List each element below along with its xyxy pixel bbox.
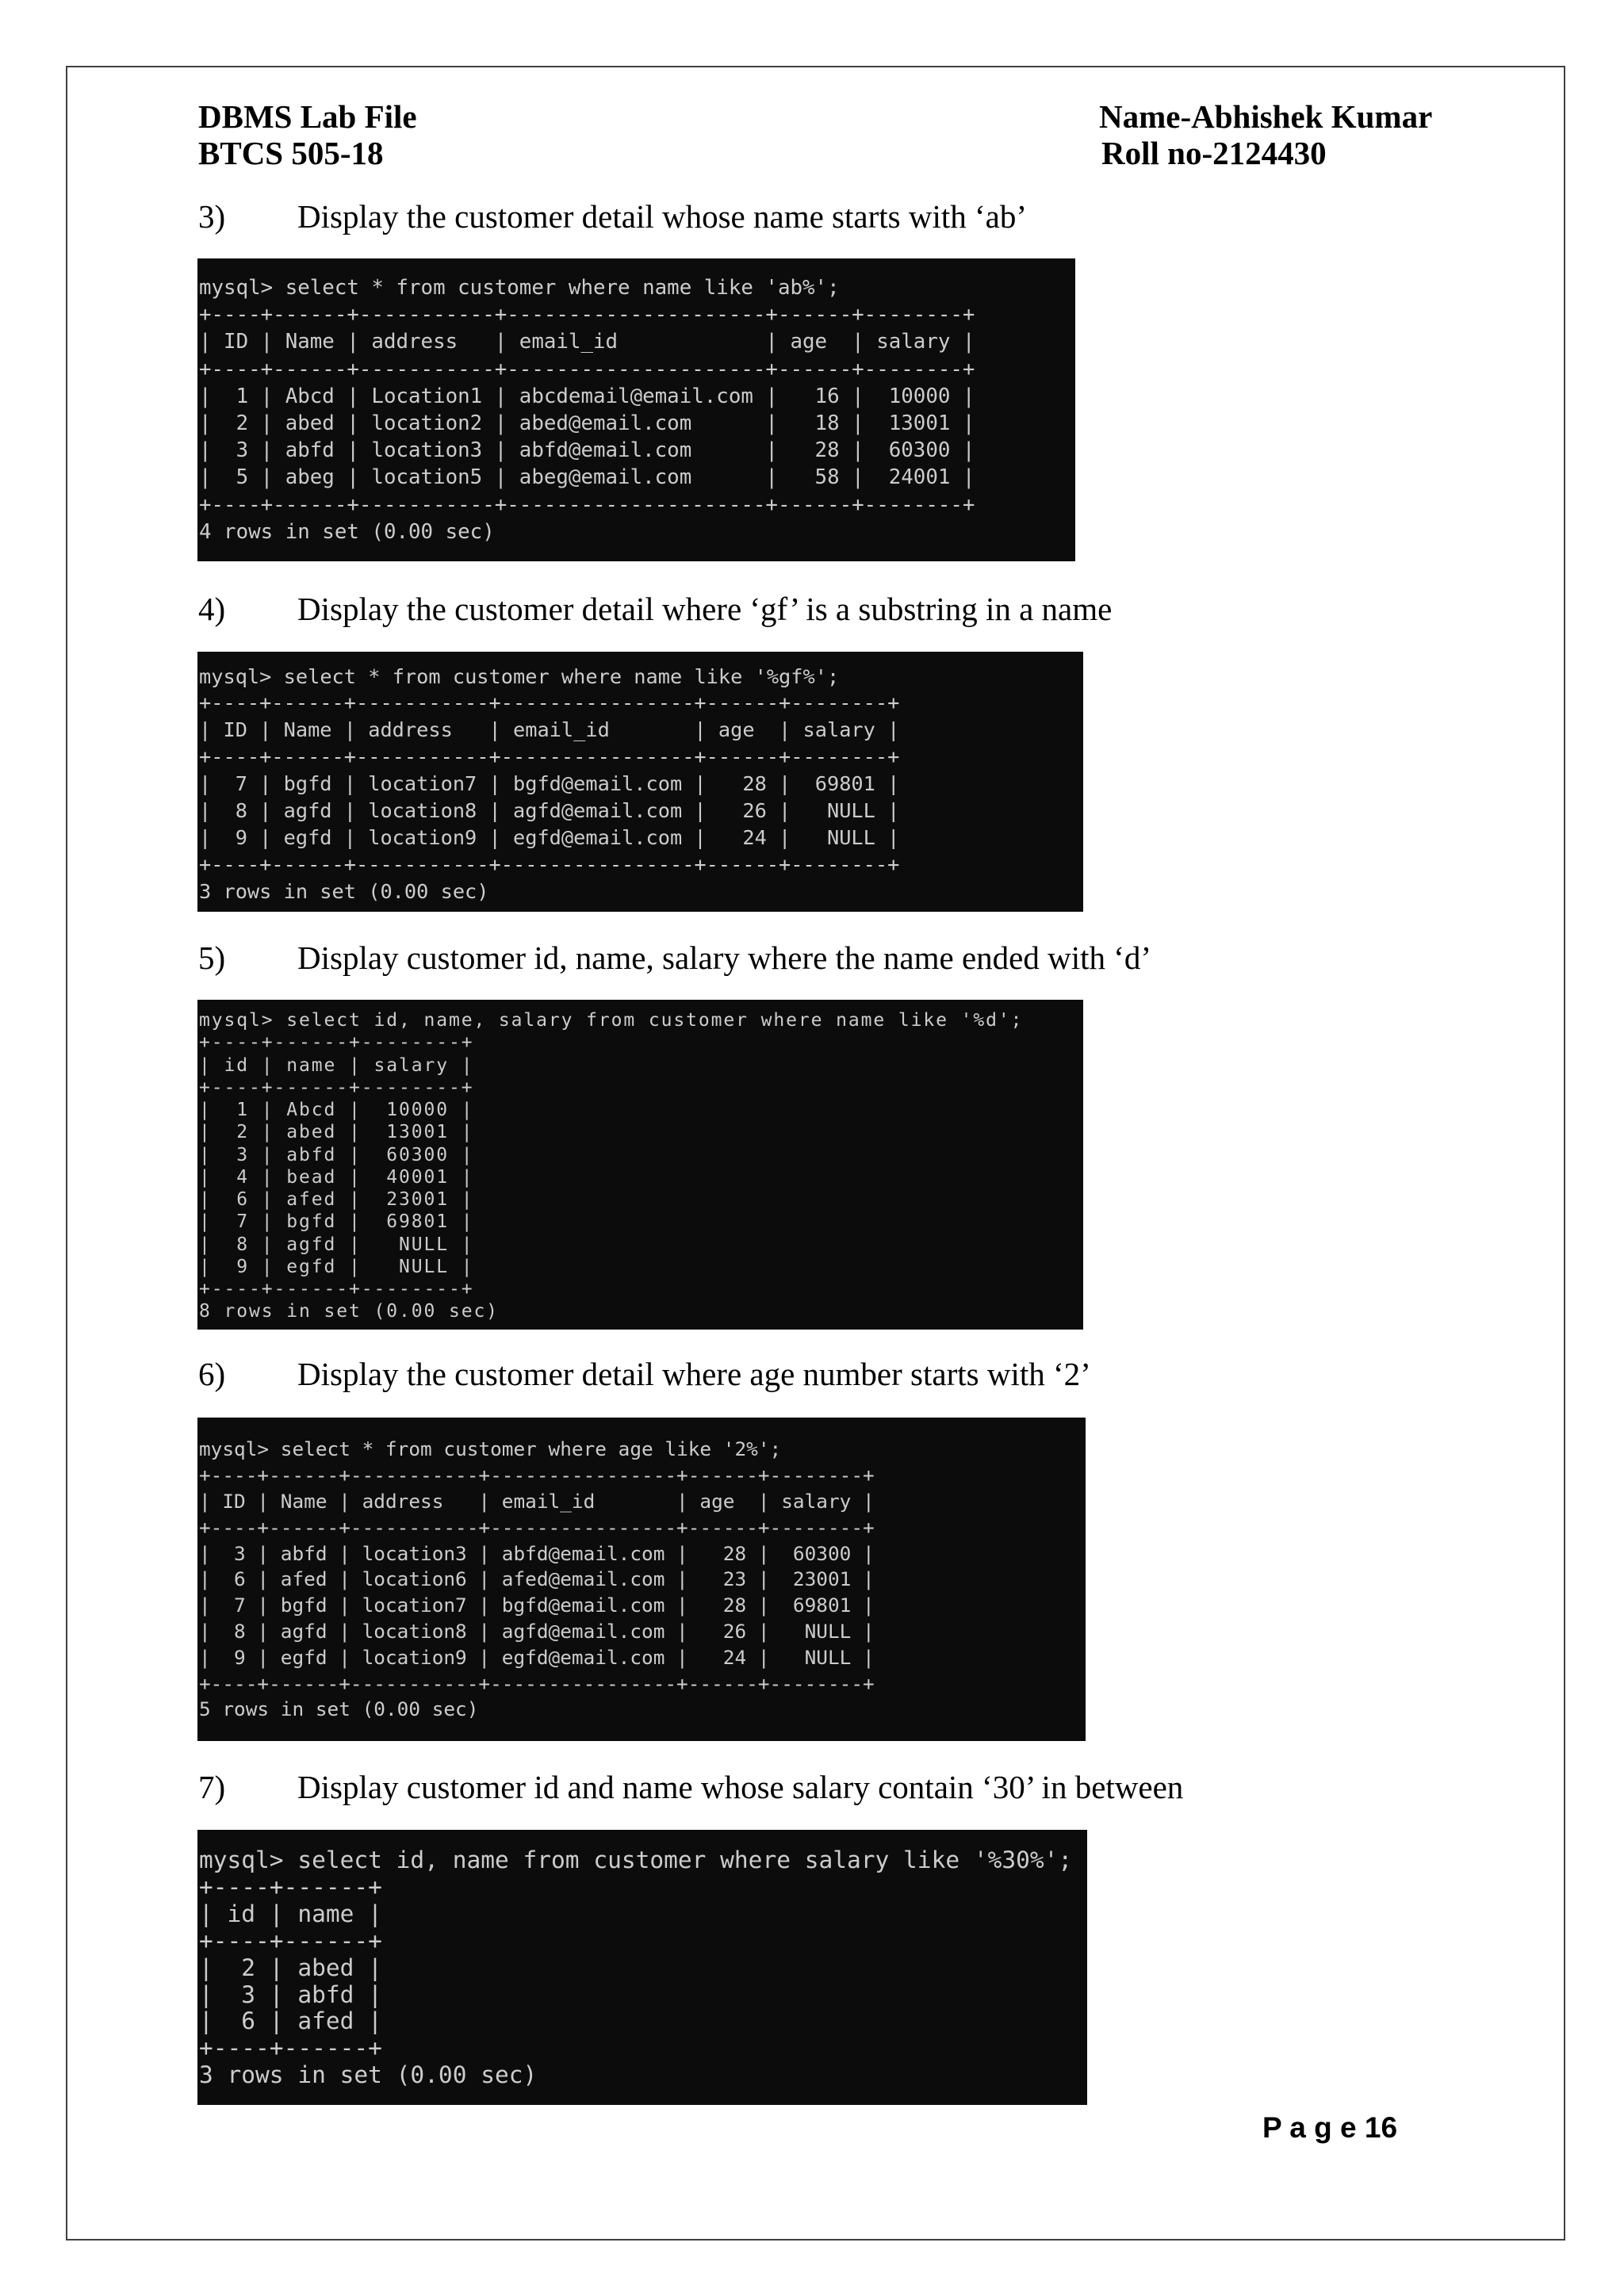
command-line: [199, 1437, 1086, 1463]
table-row: | 2 | abed | location2 | abed@email.com | 18 | 13001 |: [199, 411, 975, 436]
table-row: | 7 | bgfd | 69801 |: [199, 1211, 474, 1233]
command-line: [199, 664, 1083, 691]
table-border: +----+------+: [199, 1873, 382, 1900]
terminal-screenshot: [197, 1418, 1086, 1741]
lab-title: DBMS Lab File: [198, 98, 417, 135]
exercise-number: 6): [198, 1356, 226, 1392]
terminal-screenshot: [197, 1000, 1083, 1330]
table-row: | 6 | afed |: [199, 2007, 382, 2035]
table-border: +----+------+-----------+----------------+------+--------+: [199, 745, 900, 769]
exercise-description: Display customer id, name, salary where the name ended with ‘d’: [297, 939, 1152, 976]
result-table: [199, 1463, 1086, 1697]
mysql-prompt: mysql>: [199, 1846, 284, 1873]
result-status: 3 rows in set (0.00 sec): [199, 879, 489, 903]
table-border: +----+------+-----------+----------------+------+--------+: [199, 1671, 875, 1695]
result-status: 3 rows in set (0.00 sec): [199, 2061, 538, 2089]
table-header-row: | id | name | salary |: [199, 1054, 474, 1076]
table-border: +----+------+--------+: [199, 1279, 474, 1299]
command-line: [199, 1847, 1087, 1874]
sql-query: select id, name from customer where salary like '%30%';: [297, 1846, 1073, 1873]
page-label: P a g e: [1262, 2111, 1357, 2144]
table-row: | 3 | abfd |: [199, 1980, 382, 2008]
table-header-row: | ID | Name | address | email_id | age | salary |: [199, 1489, 875, 1513]
table-border: +----+------+--------+: [199, 1077, 474, 1098]
table-row: | 3 | abfd | 60300 |: [199, 1144, 474, 1165]
table-row: | 2 | abed |: [199, 1954, 382, 1981]
table-row: | 3 | abfd | location3 | abfd@email.com | 28 | 60300 |: [199, 438, 975, 463]
table-row: | 5 | abeg | location5 | abeg@email.com | 58 | 24001 |: [199, 465, 975, 490]
result-status: 5 rows in set (0.00 sec): [199, 1697, 479, 1721]
table-header-row: | ID | Name | address | email_id | age | salary |: [199, 330, 975, 354]
table-border: +----+------+-----------+---------------------+------+--------+: [199, 492, 975, 517]
command-line: [199, 274, 1075, 301]
table-row: | 6 | afed | location6 | afed@email.com | 23 | 23001 |: [199, 1567, 875, 1591]
exercise-description: Display the customer detail where ‘gf’ is a substring in a name: [297, 591, 1113, 627]
mysql-prompt: mysql>: [199, 664, 272, 688]
table-row: | 9 | egfd | location9 | egfd@email.com | 24 | NULL |: [199, 1645, 875, 1669]
exercise-description: Display customer id and name whose salary contain ‘30’ in between: [297, 1769, 1184, 1805]
table-row: | 6 | afed | 23001 |: [199, 1189, 474, 1210]
result-table: [199, 1874, 1087, 2062]
exercise-description: Display the customer detail whose name starts with ‘ab’: [297, 198, 1027, 235]
table-border: +----+------+: [199, 2034, 382, 2062]
sql-query: select * from customer where name like 'ab%';: [285, 276, 840, 300]
table-header-row: | ID | Name | address | email_id | age | salary |: [199, 718, 900, 742]
page-number-footer: [1262, 2110, 1397, 2145]
table-border: +----+------+-----------+---------------------+------+--------+: [199, 303, 975, 327]
table-border: +----+------+-----------+----------------+------+--------+: [199, 1515, 875, 1539]
table-border: +----+------+--------+: [199, 1032, 474, 1054]
result-table: [199, 301, 1075, 519]
page-number: 16: [1364, 2111, 1398, 2144]
result-table: [199, 1031, 1083, 1300]
table-row: | 8 | agfd | location8 | agfd@email.com | 26 | NULL |: [199, 799, 900, 823]
table-row: | 7 | bgfd | location7 | bgfd@email.com | 28 | 69801 |: [199, 1594, 875, 1617]
table-row: | 2 | abed | 13001 |: [199, 1122, 474, 1143]
sql-query: select id, name, salary from customer where name like '%d';: [286, 1010, 1024, 1031]
exercise-number: 3): [198, 198, 226, 235]
table-row: | 3 | abfd | location3 | abfd@email.com | 28 | 60300 |: [199, 1541, 875, 1565]
result-status: 4 rows in set (0.00 sec): [199, 519, 495, 544]
table-header-row: | id | name |: [199, 1900, 382, 1927]
exercise-description: Display the customer detail where age number starts with ‘2’: [297, 1356, 1091, 1392]
table-row: | 8 | agfd | location8 | agfd@email.com | 26 | NULL |: [199, 1619, 875, 1643]
terminal-screenshot: [197, 652, 1083, 912]
exercise-number: 7): [198, 1769, 226, 1805]
terminal-screenshot: [197, 1830, 1087, 2105]
table-row: | 8 | agfd | NULL |: [199, 1234, 474, 1255]
course-code: BTCS 505-18: [198, 135, 384, 171]
roll-number: Roll no-2124430: [1101, 135, 1327, 171]
exercise-number: 4): [198, 591, 226, 627]
mysql-prompt: mysql>: [199, 1437, 270, 1461]
result-status: 8 rows in set (0.00 sec): [199, 1301, 499, 1322]
terminal-screenshot: [197, 258, 1075, 561]
table-border: +----+------+-----------+----------------+------+--------+: [199, 1464, 875, 1487]
sql-query: select * from customer where name like '%gf%';: [283, 664, 840, 688]
exercise-number: 5): [198, 939, 226, 976]
student-name: Name-Abhishek Kumar: [1099, 98, 1433, 135]
table-row: | 4 | bead | 40001 |: [199, 1166, 474, 1188]
table-border: +----+------+-----------+----------------+------+--------+: [199, 691, 900, 715]
mysql-prompt: mysql>: [199, 1010, 274, 1031]
table-row: | 9 | egfd | NULL |: [199, 1256, 474, 1277]
table-border: +----+------+-----------+---------------------+------+--------+: [199, 357, 975, 381]
table-row: | 1 | Abcd | Location1 | abcdemail@email.com | 16 | 10000 |: [199, 384, 975, 408]
table-row: | 7 | bgfd | location7 | bgfd@email.com | 28 | 69801 |: [199, 772, 900, 796]
table-border: +----+------+-----------+----------------+------+--------+: [199, 852, 900, 876]
result-table: [199, 690, 1083, 878]
command-line: [199, 1009, 1083, 1031]
table-row: | 9 | egfd | location9 | egfd@email.com | 24 | NULL |: [199, 825, 900, 849]
mysql-prompt: mysql>: [199, 276, 274, 300]
table-row: | 1 | Abcd | 10000 |: [199, 1100, 474, 1120]
sql-query: select * from customer where age like '2%';: [280, 1437, 782, 1461]
table-border: +----+------+: [199, 1927, 382, 1954]
